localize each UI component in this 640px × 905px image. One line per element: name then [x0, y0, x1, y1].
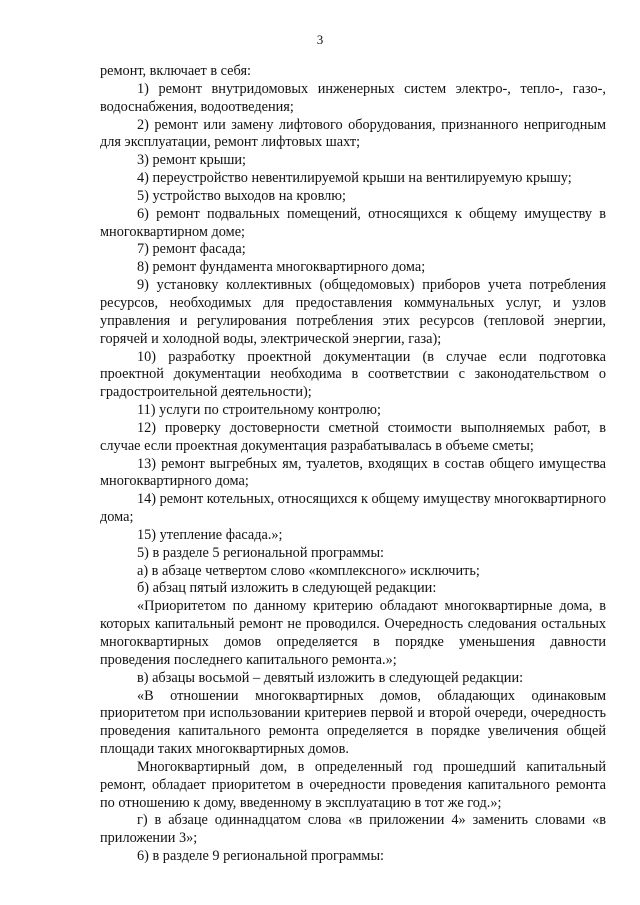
page-number: 3: [316, 32, 324, 47]
paragraph: 15) утепление фасада.»;: [137, 526, 283, 543]
paragraph: в) абзацы восьмой – девятый изложить в следующей редакции:: [137, 669, 524, 686]
paragraph: ремонт, включает в себя:: [100, 63, 251, 79]
paragraph: б) абзац пятый изложить в следующей редакции:: [137, 580, 437, 597]
paragraph: «Приоритетом по данному критерию обладают многоквартирные дома, в которых капитальный ремонт не проводился. Очередность следования остальных многоквартирных домов определяется в порядке уменьшения давности проведения последнего капитального ремонта.»;: [100, 598, 606, 668]
paragraph: 14) ремонт котельных, относящихся к общему имуществу многоквартирного дома;: [100, 491, 606, 526]
paragraph: 4) переустройство невентилируемой крыши на вентилируемую крышу;: [137, 170, 572, 187]
paragraph: 6) в разделе 9 региональной программы:: [137, 848, 385, 865]
paragraph: «В отношении многоквартирных домов, обладающих одинаковым приоритетом при использовании критериев первой и второй очереди, очередность проведения капитального ремонта определяется в порядке увеличения общей площади таких многоквартирных домов.: [100, 687, 606, 758]
paragraph: г) в абзаце одиннадцатом слова «в приложении 4» заменить словами «в приложении 3»;: [100, 812, 606, 847]
paragraph: 10) разработку проектной документации (в случае если подготовка проектной документации необходима в соответствии с законодательством о градостроительной деятельности);: [100, 348, 606, 401]
paragraph: 1) ремонт внутридомовых инженерных систем электро-, тепло-, газо-, водоснабжения, водоотведения;: [100, 80, 606, 115]
paragraph: а) в абзаце четвертом слово «комплексного» исключить;: [137, 562, 480, 579]
paragraph: 3) ремонт крыши;: [137, 152, 246, 169]
paragraph: 7) ремонт фасада;: [137, 241, 246, 258]
paragraph: 2) ремонт или замену лифтового оборудования, признанного непригодным для эксплуатации, ремонт лифтовых шахт;: [100, 116, 606, 151]
paragraph: 6) ремонт подвальных помещений, относящихся к общему имуществу в многоквартирном доме;: [100, 205, 606, 240]
paragraph: 13) ремонт выгребных ям, туалетов, входящих в состав общего имущества многоквартирного дома;: [100, 455, 606, 490]
paragraph: 9) установку коллективных (общедомовых) приборов учета потребления ресурсов, необходимых для предоставления коммунальных услуг, и узлов управления и регулирования потребления этих ресурсов (тепловой энергии, горячей и холодной воды, электрической энергии, газа);: [100, 277, 606, 347]
paragraph: 8) ремонт фундамента многоквартирного дома;: [137, 259, 426, 276]
paragraph: Многоквартирный дом, в определенный год прошедший капитальный ремонт, обладает приоритетом в очередности проведения капитального ремонта по отношению к дому, введенному в эксплуатацию в тот же год.»;: [100, 758, 606, 811]
paragraph: 5) в разделе 5 региональной программы:: [137, 544, 385, 561]
paragraph: 11) услуги по строительному контролю;: [137, 402, 381, 419]
paragraph: 5) устройство выходов на кровлю;: [137, 187, 346, 204]
paragraph: 12) проверку достоверности сметной стоимости выполняемых работ, в случае если проектная документация разрабатывалась в объеме сметы;: [100, 419, 606, 454]
document-body: [100, 63, 606, 866]
